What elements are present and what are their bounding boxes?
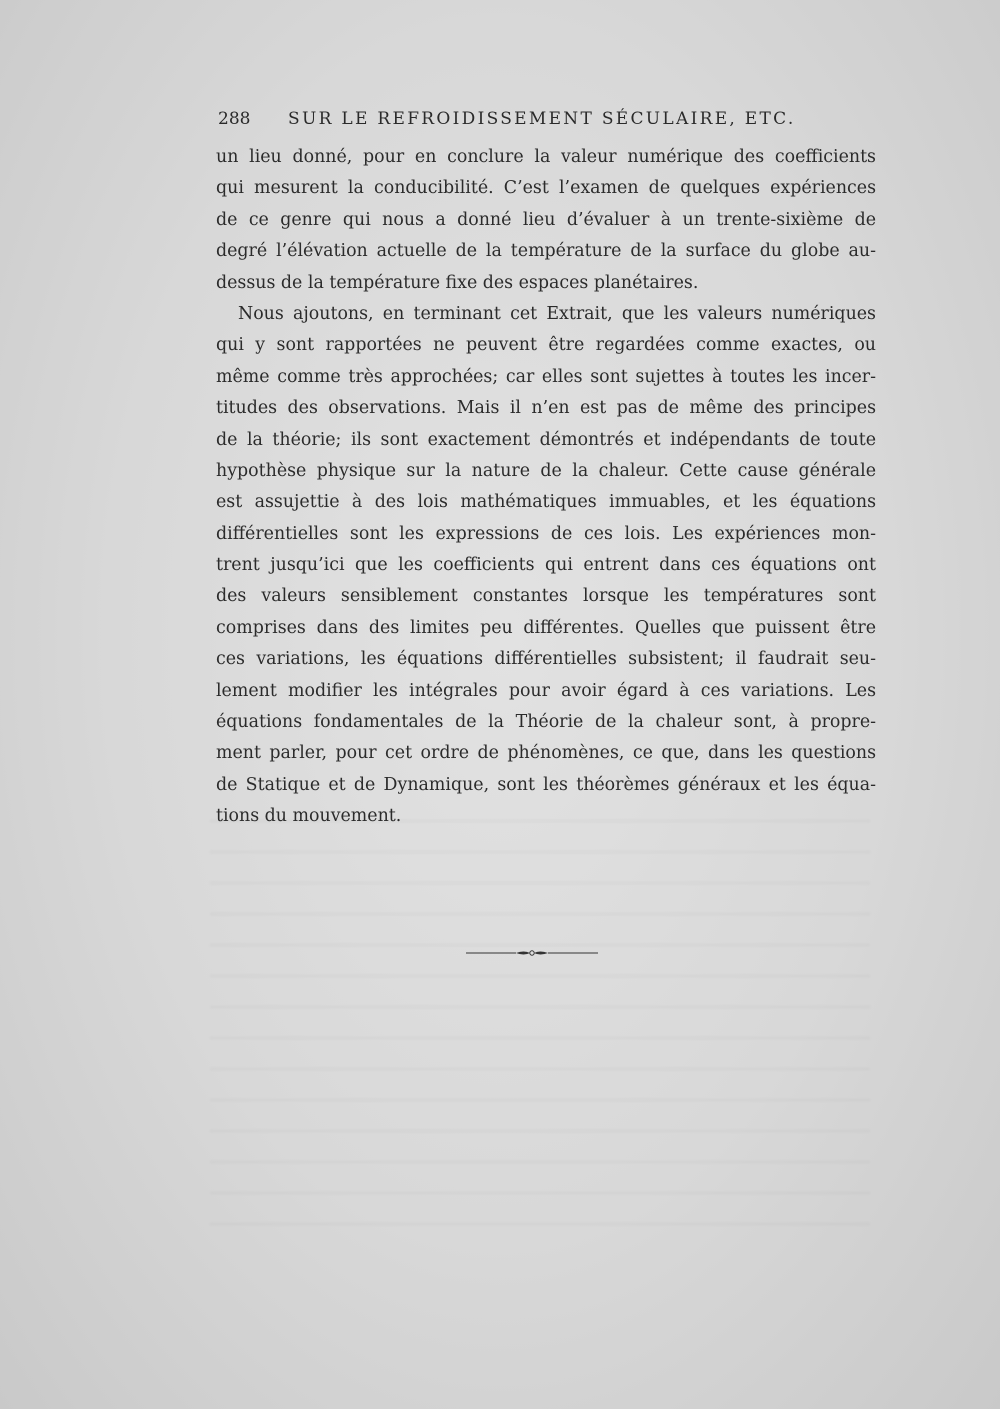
text-line: de ce genre qui nous a donné lieu d’évaluer à un trente-sixième de [216,209,876,230]
text-line: comprises dans des limites peu différentes. Quelles que puissent être [216,617,876,638]
page-header [218,109,800,139]
text-line: différentielles sont les expressions de ces lois. Les expériences mon- [216,523,876,544]
running-head: SUR LE REFROIDISSEMENT SÉCULAIRE, ETC. [288,109,796,129]
text-line: de la théorie; ils sont exactement démontrés et indépendants de toute [216,429,876,450]
paragraph-2 [216,299,876,833]
text-line: degré l’élévation actuelle de la température de la surface du globe au- [216,241,876,262]
text-line: ces variations, les équations différentielles subsistent; il faudrait seu- [216,649,876,670]
end-ornament-rule-icon [466,946,598,960]
text-line: un lieu donné, pour en conclure la valeur numérique des coefficients [216,147,876,167]
text-line: est assujettie à des lois mathématiques immuables, et les équations [216,492,876,513]
show-through-texture [210,820,870,1240]
text-line: tions du mouvement. [216,806,402,827]
text-line: dessus de la température fixe des espaces planétaires. [216,272,699,293]
paragraph-1 [216,142,876,299]
text-line: des valeurs sensiblement constantes lorsque les températures sont [216,586,876,607]
text-line: qui y sont rapportées ne peuvent être regardées comme exactes, ou [216,335,876,356]
text-line: même comme très approchées; car elles sont sujettes à toutes les incer- [216,366,876,387]
text-line: lement modifier les intégrales pour avoir égard à ces variations. Les [216,680,876,701]
text-line: équations fondamentales de la Théorie de la chaleur sont, à propre- [216,712,876,733]
text-line: ment parler, pour cet ordre de phénomènes, ce que, dans les questions [216,743,876,764]
text-line: qui mesurent la conducibilité. C’est l’examen de quelques expériences [216,178,876,199]
text-line: titudes des observations. Mais il n’en est pas de même des principes [216,398,876,419]
page-number: 288 [218,109,251,129]
text-line: trent jusqu’ici que les coefficients qui entrent dans ces équations ont [216,555,876,576]
text-line: hypothèse physique sur la nature de la chaleur. Cette cause générale [216,460,876,481]
body-text [216,142,876,833]
text-line: de Statique et de Dynamique, sont les théorèmes généraux et les équa- [216,774,876,795]
text-line: Nous ajoutons, en terminant cet Extrait, que les valeurs numériques [238,303,876,324]
